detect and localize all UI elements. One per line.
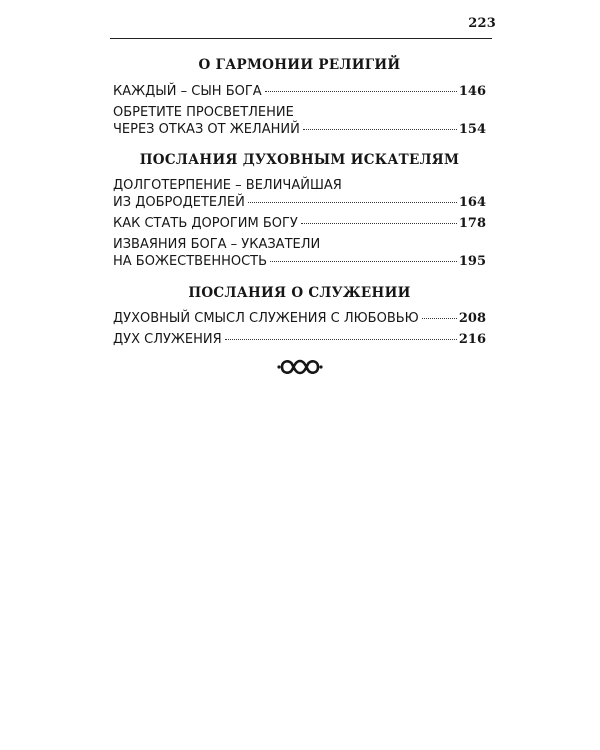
section-heading: ПОСЛАНИЯ ДУХОВНЫМ ИСКАТЕЛЯМ bbox=[139, 152, 460, 168]
entry-title: ДУХ СЛУЖЕНИЯ bbox=[113, 332, 222, 347]
entry-page-number: 195 bbox=[458, 254, 486, 269]
dot-leader bbox=[248, 202, 457, 203]
header-rule bbox=[110, 38, 492, 39]
toc-entry[interactable] bbox=[113, 177, 486, 211]
dot-leader bbox=[301, 223, 457, 224]
dot-leader bbox=[422, 318, 457, 319]
entry-title-continued: НА БОЖЕСТВЕННОСТЬ bbox=[113, 254, 268, 269]
entry-page-number: 178 bbox=[458, 216, 486, 231]
toc-entry[interactable] bbox=[113, 310, 486, 327]
dot-leader bbox=[303, 129, 457, 130]
dot-leader bbox=[265, 91, 457, 92]
section-heading: ПОСЛАНИЯ О СЛУЖЕНИИ bbox=[188, 285, 411, 301]
table-of-contents bbox=[113, 48, 486, 352]
toc-section-harmony-of-religions bbox=[113, 56, 486, 138]
entry-page-number: 216 bbox=[458, 332, 486, 347]
entry-title: КАЖДЫЙ – СЫН БОГА bbox=[113, 84, 262, 99]
toc-entry[interactable] bbox=[113, 104, 486, 138]
entry-title-continued: ИЗ ДОБРОДЕТЕЛЕЙ bbox=[113, 195, 245, 210]
entry-page-number: 154 bbox=[458, 122, 486, 137]
entry-title: ДОЛГОТЕРПЕНИЕ – ВЕЛИЧАЙШАЯ bbox=[113, 178, 342, 193]
toc-entry[interactable] bbox=[113, 236, 486, 270]
page-number: 223 bbox=[468, 16, 496, 31]
entry-title: ИЗВАЯНИЯ БОГА – УКАЗАТЕЛИ bbox=[113, 237, 321, 252]
entry-page-number: 164 bbox=[458, 195, 486, 210]
dot-leader bbox=[225, 339, 457, 340]
entry-title-continued: ЧЕРЕЗ ОТКАЗ ОТ ЖЕЛАНИЙ bbox=[113, 122, 300, 137]
toc-entry[interactable] bbox=[113, 331, 486, 348]
toc-entry[interactable] bbox=[113, 215, 486, 232]
toc-section-messages-on-service bbox=[113, 284, 486, 348]
entry-title: ДУХОВНЫЙ СМЫСЛ СЛУЖЕНИЯ С ЛЮБОВЬЮ bbox=[113, 311, 419, 326]
decorative-knot-icon bbox=[276, 356, 324, 378]
dot-leader bbox=[270, 261, 457, 262]
entry-title: КАК СТАТЬ ДОРОГИМ БОГУ bbox=[113, 216, 298, 231]
entry-title: ОБРЕТИТЕ ПРОСВЕТЛЕНИЕ bbox=[113, 105, 294, 120]
section-heading: О ГАРМОНИИ РЕЛИГИЙ bbox=[198, 57, 401, 73]
toc-entry[interactable] bbox=[113, 83, 486, 100]
toc-section-messages-to-seekers bbox=[113, 151, 486, 270]
entry-page-number: 208 bbox=[458, 311, 486, 326]
entry-page-number: 146 bbox=[458, 84, 486, 99]
